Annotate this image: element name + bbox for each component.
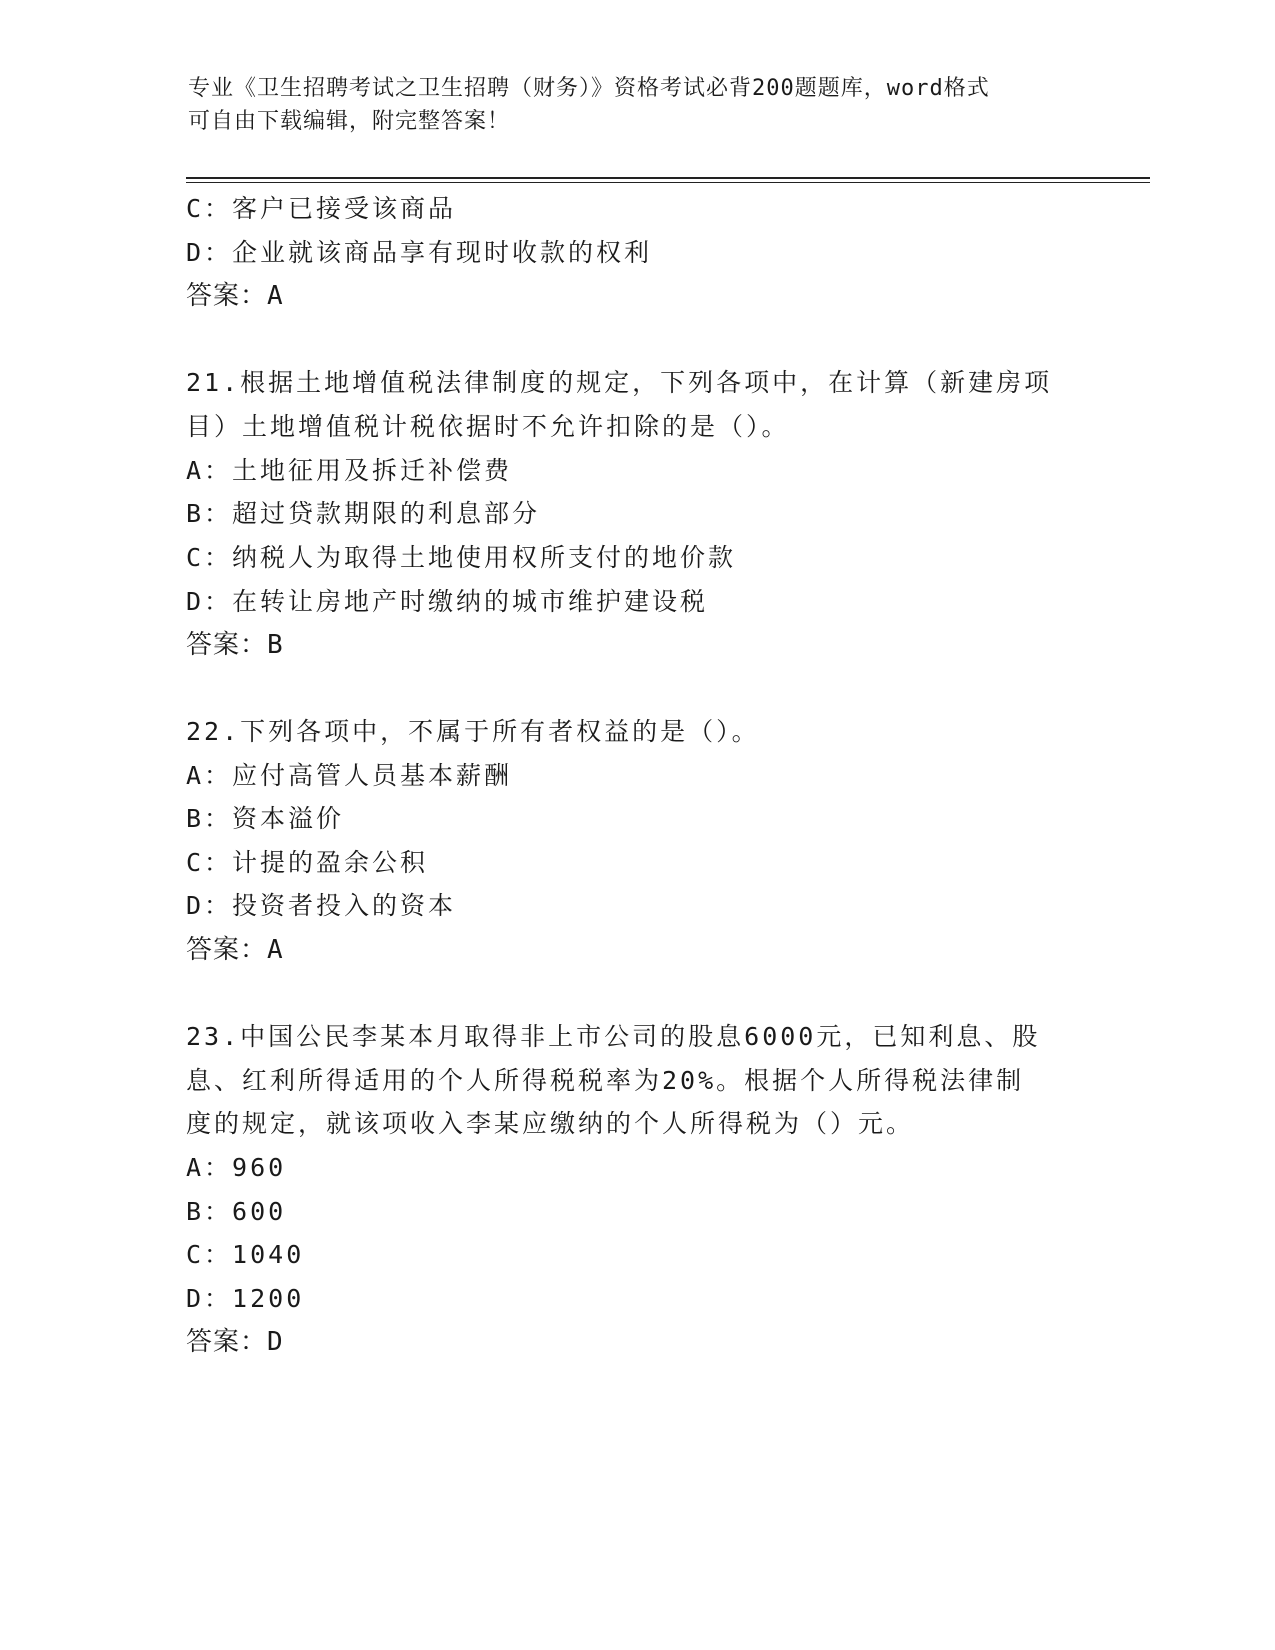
header-divider-thin	[186, 182, 1150, 183]
option-b: B：资本溢价	[186, 804, 345, 833]
header-line-1: 专业《卫生招聘考试之卫生招聘（财务）》资格考试必背200题题库，word格式	[188, 76, 990, 101]
question-stem-line: 23.中国公民李某本月取得非上市公司的股息6000元，已知利息、股	[186, 1022, 1041, 1051]
answer-value: B	[267, 630, 284, 660]
option-c: C：计提的盈余公积	[186, 848, 429, 877]
answer-label: 答案：	[186, 1327, 268, 1357]
answer-line	[186, 629, 284, 661]
question-stem-line: 目）土地增值税计税依据时不允许扣除的是（）。	[186, 412, 790, 441]
option-b: B：600	[186, 1197, 287, 1226]
option-c: C：客户已接受该商品	[186, 194, 457, 223]
answer-value: A	[267, 935, 284, 965]
option-d: D：1200	[186, 1284, 305, 1313]
answer-value: A	[267, 281, 284, 311]
answer-line	[186, 1326, 284, 1358]
option-d: D：在转让房地产时缴纳的城市维护建设税	[186, 587, 709, 616]
header-divider-thick	[186, 177, 1150, 179]
question-stem-line: 21.根据土地增值税法律制度的规定，下列各项中，在计算（新建房项	[186, 368, 1053, 397]
question-stem-line: 度的规定，就该项收入李某应缴纳的个人所得税为（）元。	[186, 1109, 915, 1138]
answer-line	[186, 280, 284, 312]
answer-label: 答案：	[186, 281, 268, 311]
option-d: D：企业就该商品享有现时收款的权利	[186, 238, 653, 267]
document-header	[188, 72, 1068, 138]
answer-value: D	[267, 1327, 284, 1357]
option-c: C：纳税人为取得土地使用权所支付的地价款	[186, 543, 737, 572]
option-a: A：土地征用及拆迁补偿费	[186, 456, 513, 485]
option-c: C：1040	[186, 1240, 305, 1269]
option-a: A：960	[186, 1153, 287, 1182]
option-d: D：投资者投入的资本	[186, 891, 457, 920]
answer-label: 答案：	[186, 630, 268, 660]
option-a: A：应付高管人员基本薪酬	[186, 761, 513, 790]
question-stem-line: 22.下列各项中，不属于所有者权益的是（）。	[186, 717, 760, 746]
option-b: B：超过贷款期限的利息部分	[186, 499, 541, 528]
question-stem-line: 息、红利所得适用的个人所得税税率为20%。根据个人所得税法律制	[186, 1066, 1025, 1095]
answer-line	[186, 934, 284, 966]
answer-label: 答案：	[186, 935, 268, 965]
header-line-2: 可自由下载编辑，附完整答案！	[188, 109, 511, 134]
